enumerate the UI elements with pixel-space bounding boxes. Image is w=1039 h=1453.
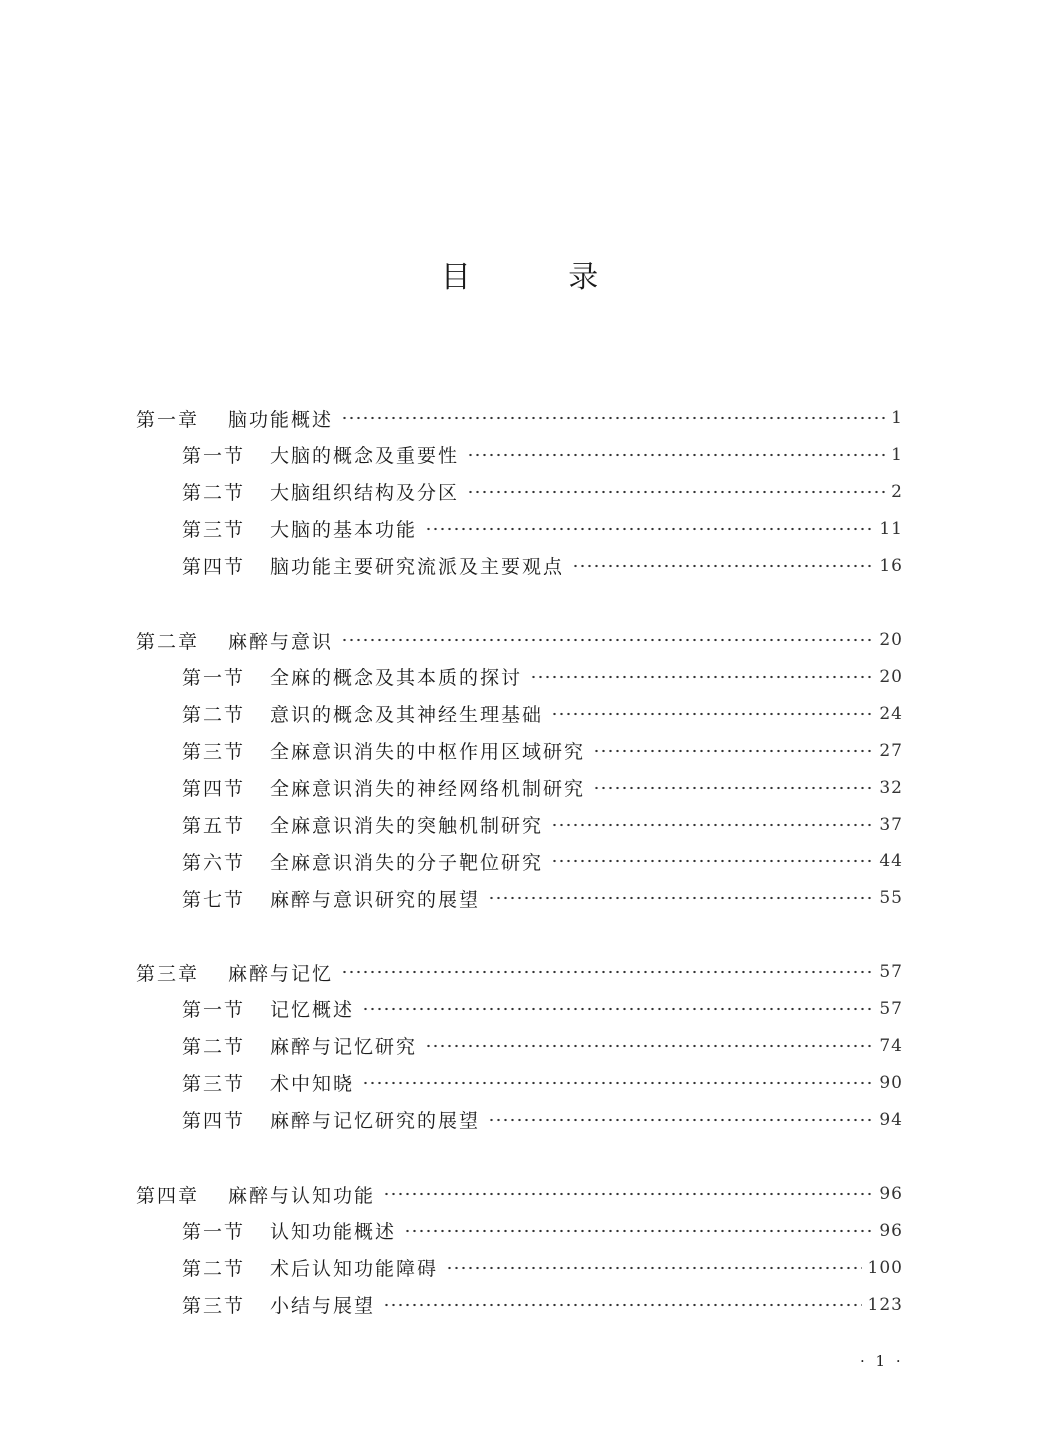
toc-section-row[interactable] [182,551,903,581]
dot-leader [341,625,873,655]
chapter-label: 第四章 [136,1184,200,1207]
section-label: 第二节 [182,482,246,505]
toc-section-row[interactable] [182,1253,903,1283]
toc-section-row[interactable] [182,994,903,1024]
chapter-label: 第二章 [136,630,200,653]
section-label: 第一节 [182,999,246,1022]
section-title: 记忆概述 [270,999,355,1022]
dot-leader [467,440,885,470]
section-label: 第一节 [182,445,246,468]
section-title: 术中知晓 [270,1073,355,1096]
toc-section-row[interactable] [182,846,903,876]
page-number: 32 [879,777,903,798]
dot-leader [425,1031,873,1061]
section-title: 大脑的概念及重要性 [270,445,460,468]
section-label: 第三节 [182,519,246,542]
page-title: 目 录 [440,260,643,295]
dot-leader [383,1290,862,1320]
toc-section-row[interactable] [182,1105,903,1135]
toc-section-row[interactable] [182,773,903,803]
page-number: 123 [867,1294,903,1315]
page-number: 11 [879,518,903,539]
dot-leader [488,1105,873,1135]
toc-section-row[interactable] [182,1031,903,1061]
dot-leader [425,514,873,544]
section-label: 第七节 [182,888,246,911]
page-number: 96 [879,1184,903,1204]
chapter-title: 麻醉与认知功能 [228,1184,376,1207]
toc-section-row[interactable] [182,662,903,692]
chapter-title: 脑功能概述 [228,408,334,431]
section-label: 第三节 [182,741,246,764]
dot-leader [551,810,873,840]
page-number: 20 [879,630,903,650]
section-label: 第二节 [182,1258,246,1281]
section-title: 全麻的概念及其本质的探讨 [270,667,523,690]
page-number: 57 [879,998,903,1019]
page-number: 96 [879,1220,903,1241]
chapter-label: 第一章 [136,408,200,431]
dot-leader [362,994,873,1024]
toc-section-row[interactable] [182,1290,903,1320]
page-number: 16 [879,555,903,576]
section-title: 全麻意识消失的神经网络机制研究 [270,778,586,801]
section-label: 第六节 [182,851,246,874]
section-label: 第三节 [182,1295,246,1318]
chapter-title: 麻醉与意识 [228,630,334,653]
toc-section-row[interactable] [182,883,903,913]
section-title: 全麻意识消失的中枢作用区域研究 [270,741,586,764]
page-number: 100 [867,1257,903,1278]
dot-leader [383,1179,873,1209]
page-number: 90 [879,1072,903,1093]
section-label: 第五节 [182,815,246,837]
section-title: 大脑组织结构及分区 [270,482,460,505]
page-number-footer: · 1 · [860,1352,904,1370]
section-label: 第一节 [182,1221,246,1244]
dot-leader [341,957,873,987]
dot-leader [530,662,873,692]
dot-leader [551,699,873,729]
section-title: 认知功能概述 [270,1221,397,1244]
toc-section-row[interactable] [182,477,903,507]
section-label: 第一节 [182,667,246,690]
page-number: 57 [879,962,903,982]
toc-section-row[interactable] [182,514,903,544]
section-title: 麻醉与记忆研究 [270,1036,418,1059]
toc-chapter-row[interactable] [136,957,903,987]
section-title: 麻醉与记忆研究的展望 [270,1110,481,1133]
dot-leader [446,1253,862,1283]
page-number: 27 [879,740,903,761]
chapter-title: 麻醉与记忆 [228,962,334,985]
page-number: 20 [879,666,903,687]
page-number: 37 [879,814,903,835]
page-number: 94 [879,1109,903,1130]
toc-section-row[interactable] [182,440,903,470]
section-label: 第二节 [182,704,246,727]
section-label: 第四节 [182,556,246,579]
toc-section-row[interactable] [182,699,903,729]
page-number: 2 [891,481,903,502]
page-number: 74 [879,1035,903,1056]
dot-leader [488,883,873,913]
section-title: 意识的概念及其神经生理基础 [270,704,544,727]
page-number: 1 [891,408,903,428]
section-label: 第四节 [182,778,246,801]
toc-section-row[interactable] [182,1216,903,1246]
dot-leader [572,551,873,581]
page-number: 24 [879,703,903,724]
section-title: 全麻意识消失的突触机制研究 [270,815,544,837]
dot-leader [593,773,873,803]
dot-leader [467,477,885,507]
section-title: 全麻意识消失的分子靶位研究 [270,851,544,874]
page-number: 55 [879,888,903,909]
toc-chapter-row[interactable] [136,403,903,433]
section-label: 第二节 [182,1036,246,1059]
chapter-label: 第三章 [136,962,200,985]
section-title: 术后认知功能障碍 [270,1258,439,1281]
dot-leader [593,736,873,766]
section-label: 第三节 [182,1073,246,1096]
section-title: 大脑的基本功能 [270,519,418,542]
page-number: 44 [879,851,903,872]
toc-chapter-row[interactable] [136,625,903,655]
dot-leader [551,846,873,876]
dot-leader [404,1216,873,1246]
page-number: 1 [891,444,903,465]
toc-section-row[interactable] [182,736,903,766]
toc-chapter-row[interactable] [136,1179,903,1209]
toc-section-row[interactable] [182,810,903,840]
dot-leader [341,403,885,433]
toc-section-row[interactable] [182,1068,903,1098]
dot-leader [362,1068,873,1098]
section-label: 第四节 [182,1110,246,1133]
section-title: 小结与展望 [270,1295,376,1318]
section-title: 脑功能主要研究流派及主要观点 [270,556,565,579]
section-title: 麻醉与意识研究的展望 [270,888,481,911]
